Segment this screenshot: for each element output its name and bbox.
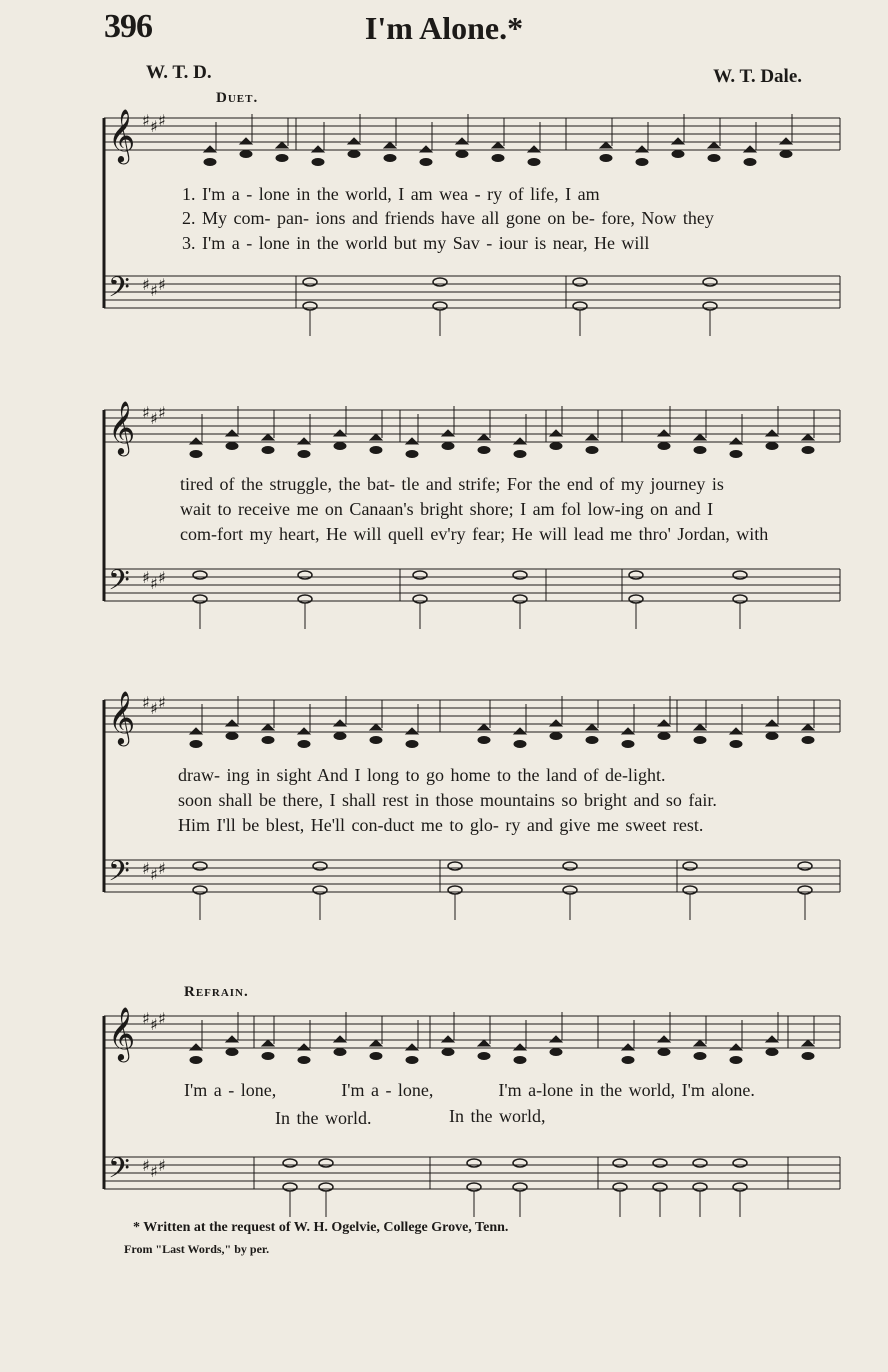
shape-note-head (672, 138, 684, 144)
treble-clef-icon: 𝄞 (108, 690, 136, 744)
shape-note-head (658, 1036, 670, 1042)
half-note-head (193, 595, 207, 603)
sharp-icon: ♯ (150, 699, 158, 718)
shape-note-head (658, 720, 670, 726)
half-note-head (283, 1183, 297, 1191)
half-note-head (513, 595, 527, 603)
note-head (190, 1057, 202, 1064)
shape-note-head (550, 430, 562, 436)
refrain-lyrics: I'm a - lone, I'm a - lone, I'm a-lone in the world, I'm alone. (184, 1080, 755, 1100)
half-note-head (798, 862, 812, 870)
note-head (586, 447, 598, 454)
half-note-head (683, 862, 697, 870)
shape-note-head (586, 724, 598, 730)
verse2-line-system1: 2. My com- pan- ions and friends have all gone on be- fore, Now they (182, 208, 714, 228)
note-head (708, 155, 720, 162)
shape-note-head (766, 720, 778, 726)
refrain-bass-lyric-2: In the world, (449, 1106, 546, 1126)
shape-note-head (298, 728, 310, 734)
shape-note-head (406, 728, 418, 734)
shape-note-head (226, 1036, 238, 1042)
half-note-head (467, 1159, 481, 1167)
note-head (780, 151, 792, 158)
shape-note-head (550, 1036, 562, 1042)
shape-note-head (456, 138, 468, 144)
note-head (492, 155, 504, 162)
shape-note-head (694, 1040, 706, 1046)
note-head (370, 1053, 382, 1060)
note-head (456, 151, 468, 158)
shape-note-head (190, 438, 202, 444)
note-head (636, 159, 648, 166)
note-head (622, 1057, 634, 1064)
note-head (658, 443, 670, 450)
note-head (730, 1057, 742, 1064)
note-head (406, 1057, 418, 1064)
note-head (406, 451, 418, 458)
note-head (550, 733, 562, 740)
note-head (226, 1049, 238, 1056)
verse1-line-system2: tired of the struggle, the bat- tle and strife; For the end of my journey is (180, 474, 724, 494)
shape-note-head (708, 142, 720, 148)
note-head (694, 447, 706, 454)
note-head (514, 451, 526, 458)
shape-note-head (348, 138, 360, 144)
shape-note-head (600, 142, 612, 148)
half-note-head (513, 1183, 527, 1191)
shape-note-head (226, 430, 238, 436)
sharp-icon: ♯ (142, 403, 150, 422)
shape-note-head (766, 1036, 778, 1042)
shape-note-head (276, 142, 288, 148)
note-head (550, 443, 562, 450)
sharp-icon: ♯ (142, 693, 150, 712)
shape-note-head (514, 438, 526, 444)
half-note-head (733, 1159, 747, 1167)
half-note-head (703, 278, 717, 286)
half-note-head (653, 1159, 667, 1167)
note-head (658, 1049, 670, 1056)
shape-note-head (780, 138, 792, 144)
note-head (672, 151, 684, 158)
verse2-line-system3: soon shall be there, I shall rest in those mountains so bright and so fair. (178, 790, 717, 810)
note-head (262, 447, 274, 454)
sharp-icon: ♯ (150, 1015, 158, 1034)
sharp-icon: ♯ (150, 409, 158, 428)
note-head (226, 443, 238, 450)
shape-note-head (730, 1044, 742, 1050)
note-head (298, 1057, 310, 1064)
sharp-icon: ♯ (150, 865, 158, 884)
shape-note-head (384, 142, 396, 148)
lyricist-credit: W. T. D. (146, 62, 212, 83)
note-head (262, 737, 274, 744)
half-note-head (319, 1159, 333, 1167)
shape-note-head (334, 720, 346, 726)
half-note-head (467, 1183, 481, 1191)
verse3-line-system1: 3. I'm a - lone in the world but my Sav - iour is near, He will (182, 233, 650, 253)
bass-clef-icon: 𝄢 (108, 564, 130, 604)
note-head (744, 159, 756, 166)
duet-label: Duet. (216, 90, 259, 106)
note-head (802, 737, 814, 744)
half-note-head (733, 595, 747, 603)
note-head (406, 741, 418, 748)
half-note-head (448, 886, 462, 894)
shape-note-head (312, 146, 324, 152)
shape-note-head (730, 728, 742, 734)
note-head (240, 151, 252, 158)
half-note-head (193, 886, 207, 894)
note-head (694, 1053, 706, 1060)
shape-note-head (492, 142, 504, 148)
note-head (478, 737, 490, 744)
sharp-icon: ♯ (142, 275, 150, 294)
shape-note-head (334, 430, 346, 436)
half-note-head (629, 571, 643, 579)
bass-clef-icon: 𝄢 (108, 271, 130, 311)
note-head (766, 443, 778, 450)
half-note-head (683, 886, 697, 894)
shape-note-head (442, 430, 454, 436)
sharp-icon: ♯ (150, 574, 158, 593)
half-note-head (693, 1183, 707, 1191)
shape-note-head (802, 1040, 814, 1046)
treble-clef-icon: 𝄞 (108, 108, 136, 162)
shape-note-head (694, 724, 706, 730)
sharp-icon: ♯ (158, 693, 166, 712)
shape-note-head (370, 434, 382, 440)
shape-note-head (190, 728, 202, 734)
note-head (262, 1053, 274, 1060)
half-note-head (513, 1159, 527, 1167)
shape-note-head (550, 720, 562, 726)
note-head (514, 741, 526, 748)
shape-note-head (262, 434, 274, 440)
half-note-head (563, 886, 577, 894)
note-head (766, 1049, 778, 1056)
half-note-head (573, 278, 587, 286)
note-head (442, 1049, 454, 1056)
note-head (730, 741, 742, 748)
sharp-icon: ♯ (150, 117, 158, 136)
note-head (514, 1057, 526, 1064)
sharp-icon: ♯ (142, 111, 150, 130)
sharp-icon: ♯ (150, 281, 158, 300)
note-head (622, 741, 634, 748)
note-head (370, 737, 382, 744)
sharp-icon: ♯ (142, 1156, 150, 1175)
half-note-head (313, 862, 327, 870)
sharp-icon: ♯ (142, 568, 150, 587)
sharp-icon: ♯ (158, 403, 166, 422)
half-note-head (693, 1159, 707, 1167)
note-head (226, 733, 238, 740)
note-head (384, 155, 396, 162)
sharp-icon: ♯ (158, 111, 166, 130)
half-note-head (413, 571, 427, 579)
hymn-title: I'm Alone.* (364, 10, 524, 46)
bass-clef-icon: 𝄢 (108, 855, 130, 895)
half-note-head (703, 302, 717, 310)
half-note-head (733, 571, 747, 579)
shape-note-head (622, 728, 634, 734)
note-head (802, 447, 814, 454)
shape-note-head (730, 438, 742, 444)
composer-credit: W. T. Dale. (713, 66, 802, 87)
shape-note-head (334, 1036, 346, 1042)
note-head (298, 451, 310, 458)
half-note-head (448, 862, 462, 870)
shape-note-head (370, 724, 382, 730)
shape-note-head (744, 146, 756, 152)
shape-note-head (766, 430, 778, 436)
footnote: * Written at the request of W. H. Ogelvie, College Grove, Tenn. (133, 1220, 509, 1235)
source-credit: From "Last Words," by per. (124, 1242, 270, 1256)
half-note-head (303, 278, 317, 286)
note-head (348, 151, 360, 158)
shape-note-head (478, 434, 490, 440)
shape-note-head (514, 728, 526, 734)
note-head (766, 733, 778, 740)
note-head (370, 447, 382, 454)
half-note-head (513, 571, 527, 579)
note-head (478, 1053, 490, 1060)
shape-note-head (262, 724, 274, 730)
note-head (190, 451, 202, 458)
sharp-icon: ♯ (150, 1162, 158, 1181)
note-head (586, 737, 598, 744)
sharp-icon: ♯ (142, 1009, 150, 1028)
sharp-icon: ♯ (158, 568, 166, 587)
shape-note-head (262, 1040, 274, 1046)
verse2-line-system2: wait to receive me on Canaan's bright shore; I am fol low-ing on and I (180, 499, 714, 519)
sharp-icon: ♯ (142, 859, 150, 878)
half-note-head (629, 595, 643, 603)
note-head (730, 451, 742, 458)
shape-note-head (658, 430, 670, 436)
sharp-icon: ♯ (158, 859, 166, 878)
note-head (312, 159, 324, 166)
shape-note-head (694, 434, 706, 440)
page-number: 396 (104, 8, 152, 45)
shape-note-head (622, 1044, 634, 1050)
note-head (600, 155, 612, 162)
note-head (550, 1049, 562, 1056)
half-note-head (413, 595, 427, 603)
verse1-line-system1: 1. I'm a - lone in the world, I am wea - ry of life, I am (182, 184, 600, 204)
shape-note-head (204, 146, 216, 152)
sharp-icon: ♯ (158, 1156, 166, 1175)
note-head (658, 733, 670, 740)
treble-clef-icon: 𝄞 (108, 400, 136, 454)
half-note-head (298, 595, 312, 603)
shape-note-head (802, 434, 814, 440)
half-note-head (193, 862, 207, 870)
note-head (442, 443, 454, 450)
shape-note-head (420, 146, 432, 152)
sharp-icon: ♯ (158, 275, 166, 294)
note-head (190, 741, 202, 748)
half-note-head (433, 278, 447, 286)
half-note-head (298, 571, 312, 579)
note-head (334, 443, 346, 450)
refrain-label: Refrain. (184, 984, 249, 1000)
half-note-head (319, 1183, 333, 1191)
shape-note-head (586, 434, 598, 440)
shape-note-head (528, 146, 540, 152)
shape-note-head (240, 138, 252, 144)
half-note-head (613, 1183, 627, 1191)
treble-clef-icon: 𝄞 (108, 1006, 136, 1060)
half-note-head (283, 1159, 297, 1167)
half-note-head (733, 1183, 747, 1191)
note-head (334, 1049, 346, 1056)
note-head (802, 1053, 814, 1060)
note-head (298, 741, 310, 748)
note-head (420, 159, 432, 166)
note-head (694, 737, 706, 744)
shape-note-head (636, 146, 648, 152)
bass-clef-icon: 𝄢 (108, 1152, 130, 1192)
shape-note-head (298, 438, 310, 444)
shape-note-head (514, 1044, 526, 1050)
half-note-head (303, 302, 317, 310)
half-note-head (193, 571, 207, 579)
shape-note-head (442, 1036, 454, 1042)
half-note-head (613, 1159, 627, 1167)
sharp-icon: ♯ (158, 1009, 166, 1028)
half-note-head (563, 862, 577, 870)
half-note-head (653, 1183, 667, 1191)
shape-note-head (406, 1044, 418, 1050)
verse3-line-system3: Him I'll be blest, He'll con-duct me to glo- ry and give me sweet rest. (178, 815, 704, 835)
half-note-head (433, 302, 447, 310)
shape-note-head (802, 724, 814, 730)
shape-note-head (226, 720, 238, 726)
note-head (478, 447, 490, 454)
verse3-line-system2: com-fort my heart, He will quell ev'ry fear; He will lead me thro' Jordan, with (180, 524, 769, 544)
shape-note-head (478, 1040, 490, 1046)
half-note-head (798, 886, 812, 894)
note-head (334, 733, 346, 740)
refrain-bass-lyric-1: In the world. (275, 1108, 372, 1128)
note-head (204, 159, 216, 166)
verse1-line-system3: draw- ing in sight And I long to go home to the land of de-light. (178, 765, 666, 785)
half-note-head (313, 886, 327, 894)
shape-note-head (298, 1044, 310, 1050)
shape-note-head (190, 1044, 202, 1050)
shape-note-head (370, 1040, 382, 1046)
note-head (528, 159, 540, 166)
shape-note-head (406, 438, 418, 444)
half-note-head (573, 302, 587, 310)
note-head (276, 155, 288, 162)
shape-note-head (478, 724, 490, 730)
